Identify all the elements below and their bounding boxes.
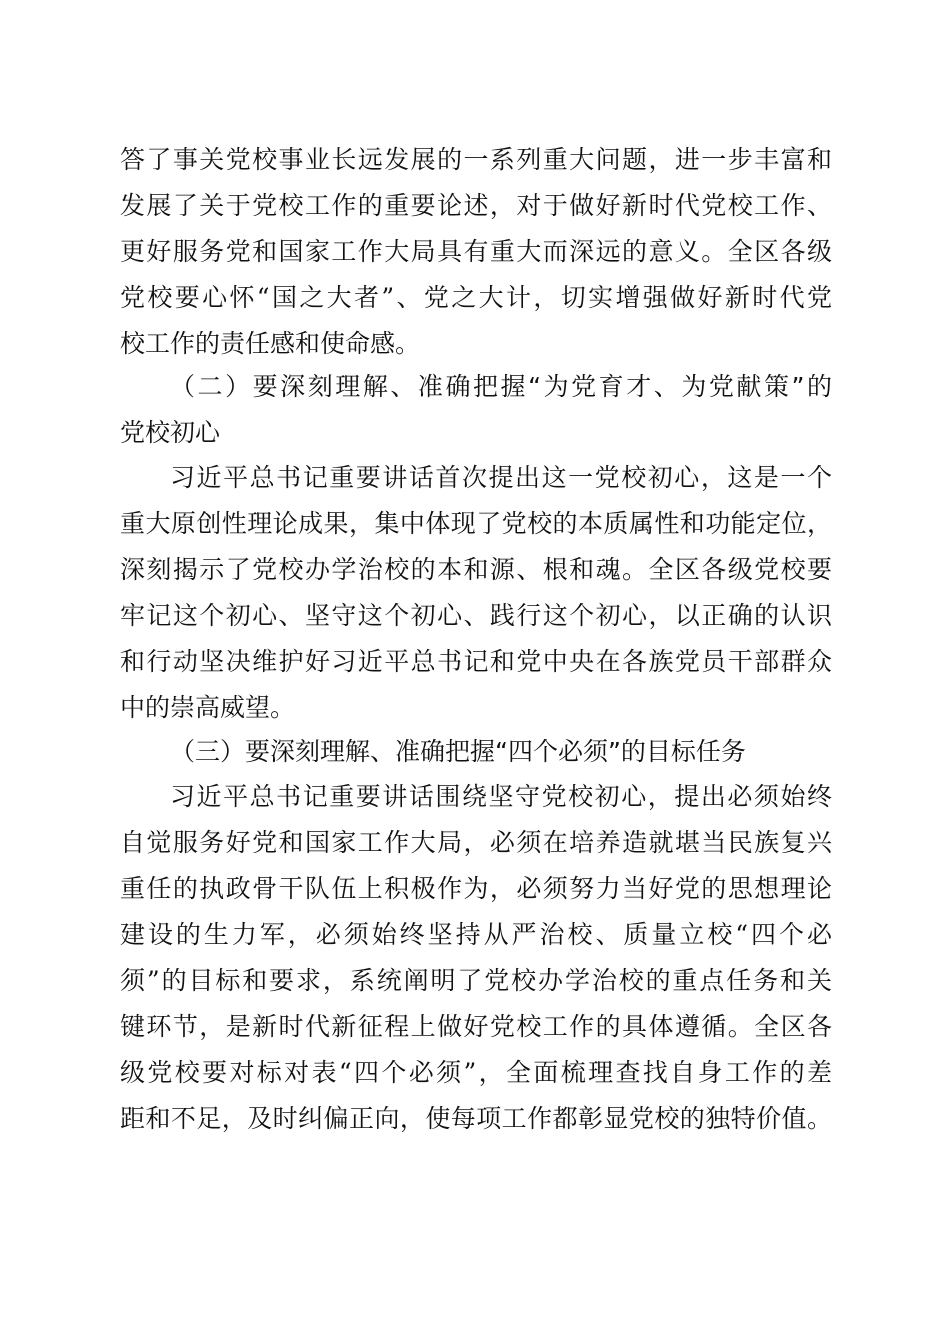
paragraph-3-line-2: 自觉服务好党和国家工作大局，必须在培养造就堪当民族复兴: [120, 828, 832, 857]
section-heading-2-line-1: （二）要深刻理解、准确把握“为党育才、为党献策”的: [170, 372, 832, 401]
section-heading-3: （三）要深刻理解、准确把握“四个必须”的目标任务: [170, 737, 746, 766]
paragraph-2-line-5: 和行动坚决维护好习近平总书记和党中央在各族党员干部群众: [120, 647, 832, 676]
paragraph-1-line-1: 答了事关党校事业长远发展的一系列重大问题，进一步丰富和: [120, 145, 832, 174]
paragraph-2-line-1: 习近平总书记重要讲话首次提出这一党校初心，这是一个: [170, 463, 832, 492]
paragraph-1-line-3: 更好服务党和国家工作大局具有重大而深远的意义。全区各级: [120, 237, 832, 266]
paragraph-2-line-6: 中的崇高威望。: [120, 693, 296, 722]
paragraph-1-line-2: 发展了关于党校工作的重要论述，对于做好新时代党校工作、: [120, 191, 832, 220]
paragraph-3-line-5: 须”的目标和要求，系统阐明了党校办学治校的重点任务和关: [120, 966, 832, 995]
paragraph-2-line-3: 深刻揭示了党校办学治校的本和源、根和魂。全区各级党校要: [120, 555, 832, 584]
paragraph-3-line-7: 级党校要对标对表“四个必须”，全面梳理查找自身工作的差: [120, 1058, 832, 1087]
paragraph-2-line-2: 重大原创性理论成果，集中体现了党校的本质属性和功能定位，: [120, 509, 832, 538]
paragraph-3-line-1: 习近平总书记重要讲话围绕坚守党校初心，提出必须始终: [170, 782, 832, 811]
paragraph-3-line-8: 距和不足，及时纠偏正向，使每项工作都彰显党校的独特价值。: [120, 1104, 832, 1133]
paragraph-2-line-4: 牢记这个初心、坚守这个初心、践行这个初心，以正确的认识: [120, 601, 832, 630]
section-heading-2-line-2: 党校初心: [120, 418, 221, 447]
paragraph-3-line-3: 重任的执政骨干队伍上积极作为，必须努力当好党的思想理论: [120, 874, 832, 903]
paragraph-1-line-5: 校工作的责任感和使命感。: [120, 329, 421, 358]
paragraph-3-line-4: 建设的生力军，必须始终坚持从严治校、质量立校“四个必: [120, 920, 832, 949]
paragraph-1-line-4: 党校要心怀“国之大者”、党之大计，切实增强做好新时代党: [120, 283, 832, 312]
paragraph-3-line-6: 键环节，是新时代新征程上做好党校工作的具体遵循。全区各: [120, 1012, 832, 1041]
